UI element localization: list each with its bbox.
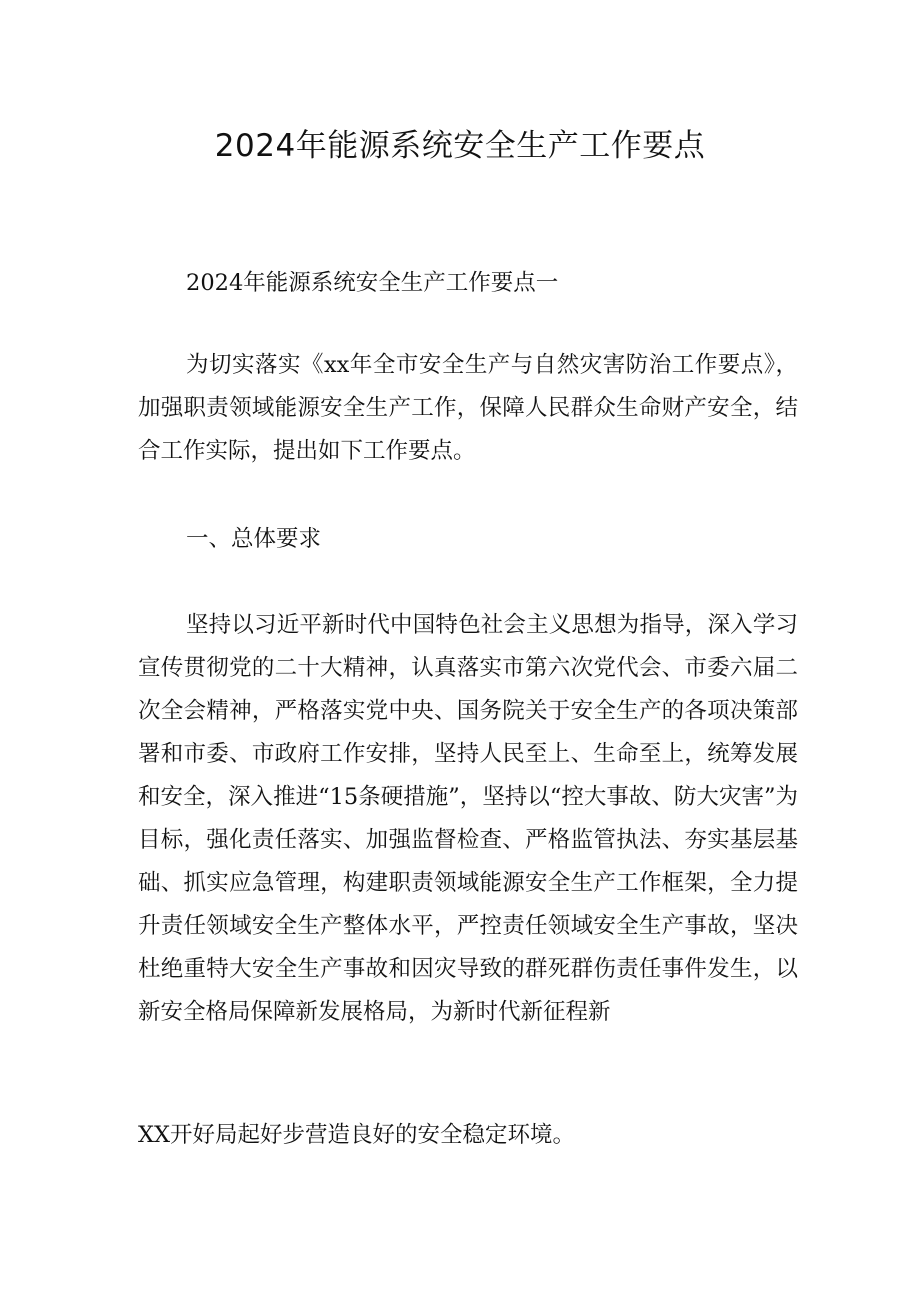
general-requirements-paragraph: 坚持以习近平新时代中国特色社会主义思想为指导，深入学习宣传贯彻党的二十大精神，认真落实市第六次党代会、市委六届二次全会精神，严格落实党中央、国务院关于安全生产的各项决策部署和市委、市政府工作安排，坚持人民至上、生命至上，统筹发展和安全，深入推进“15条硬措施”，坚持以“控大事故、防大灾害”为目标，强化责任落实、加强监督检查、严格监管执法、夯实基层基础、抓实应急管理，构建职责领域能源安全生产工作框架，全力提升责任领域安全生产整体水平，严控责任领域安全生产事故，坚决杜绝重特大安全生产事故和因灾导致的群死群伤责任事件发生，以新安全格局保障新发展格局，为新时代新征程新 (138, 612, 798, 1025)
closing-line-paragraph: XX开好局起好步营造良好的安全稳定环境。 (138, 1122, 576, 1148)
section-heading-general-requirements: 一、总体要求 (186, 526, 322, 552)
document-title: 2024年能源系统安全生产工作要点 (214, 128, 706, 164)
document-subtitle: 2024年能源系统安全生产工作要点一 (186, 270, 559, 296)
intro-paragraph: 为切实落实《xx年全市安全生产与自然灾害防治工作要点》，加强职责领域能源安全生产工作，保障人民群众生命财产安全，结合工作实际，提出如下工作要点。 (138, 352, 798, 464)
